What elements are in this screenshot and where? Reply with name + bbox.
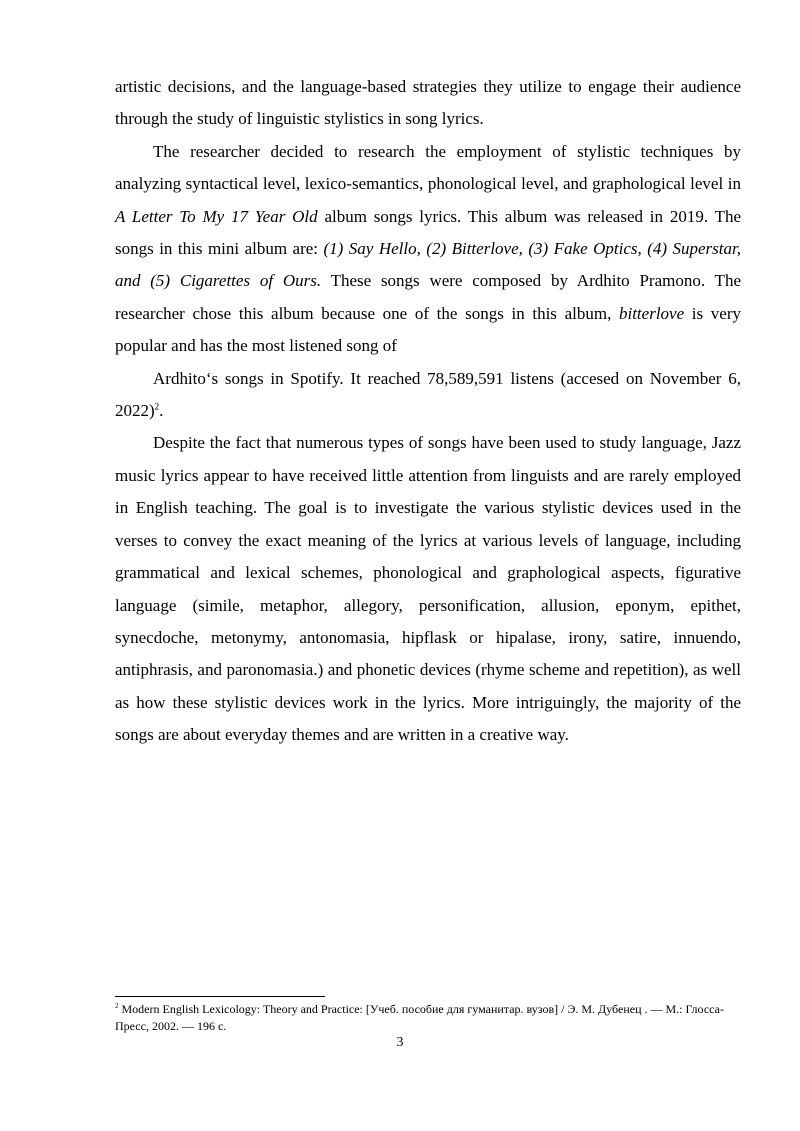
paragraph-3-text: Ardhito‘s songs in Spotify. It reached 78,589,591 listens (accesed on November 6, 2022) <box>115 368 741 421</box>
song-title: bitterlove <box>618 303 685 323</box>
paragraph-1: artistic decisions, and the language-based strategies they utilize to engage their audience through the study of linguistic stylistics in song lyrics. <box>115 77 741 129</box>
paragraph-2-text-3: These songs were composed by Ardhito Pramono. The researcher chose this album because one of the songs in this album, <box>115 271 741 323</box>
footnote-marker: 2 <box>115 1002 119 1010</box>
paragraph-2 <box>115 136 741 363</box>
footnote <box>115 1001 741 1035</box>
body-text <box>115 71 741 752</box>
album-title: A Letter To My 17 Year Old <box>115 206 318 226</box>
paragraph-3 <box>115 363 741 428</box>
paragraph-2-text-1: The researcher decided to research the employment of stylistic techniques by analyzing syntactical level, lexico-semantics, phonological level, and graphological level in <box>115 141 741 194</box>
paragraph-2-text-2: album songs lyrics. This album was released in 2019. The songs in this mini album are: <box>115 206 741 259</box>
paragraph-4: Despite the fact that numerous types of songs have been used to study language, Jazz music lyrics appear to have received little attention from linguists and are rarely employed in English teaching. The goal is to investigate the various stylistic devices used in the verses to convey the exact meaning of the lyrics at various levels of language, including grammatical and lexical schemes, phonological and graphological aspects, figurative language (simile, metaphor, allegory, personification, allusion, eponym, epithet, synecdoche, metonymy, antonomasia, hipflask or hipalase, irony, satire, innuendo, antiphrasis, and paronomasia.) and phonetic devices (rhyme scheme and repetition), as well as how these stylistic devices work in the lyrics. More intriguingly, the majority of the songs are about everyday themes and are written in a creative way. <box>115 433 741 745</box>
footnote-separator <box>115 996 325 997</box>
footnote-reference: 2 <box>154 401 160 412</box>
footnote-text: Modern English Lexicology: Theory and Practice: [Учеб. пособие для гуманитар. вузов] / Э. М. Дубенец . — М.: Глосса-Пресс, 2002. — 196 с. <box>115 1002 724 1033</box>
paragraph-3-end: . <box>159 401 164 421</box>
page-number: 3 <box>396 1035 404 1050</box>
paragraph-2-text-4: is very popular and has the most listened song of <box>115 303 741 356</box>
song-list: (1) Say Hello, (2) Bitterlove, (3) Fake Optics, (4) Superstar, and (5) Cigarettes of Ours. <box>115 239 741 291</box>
